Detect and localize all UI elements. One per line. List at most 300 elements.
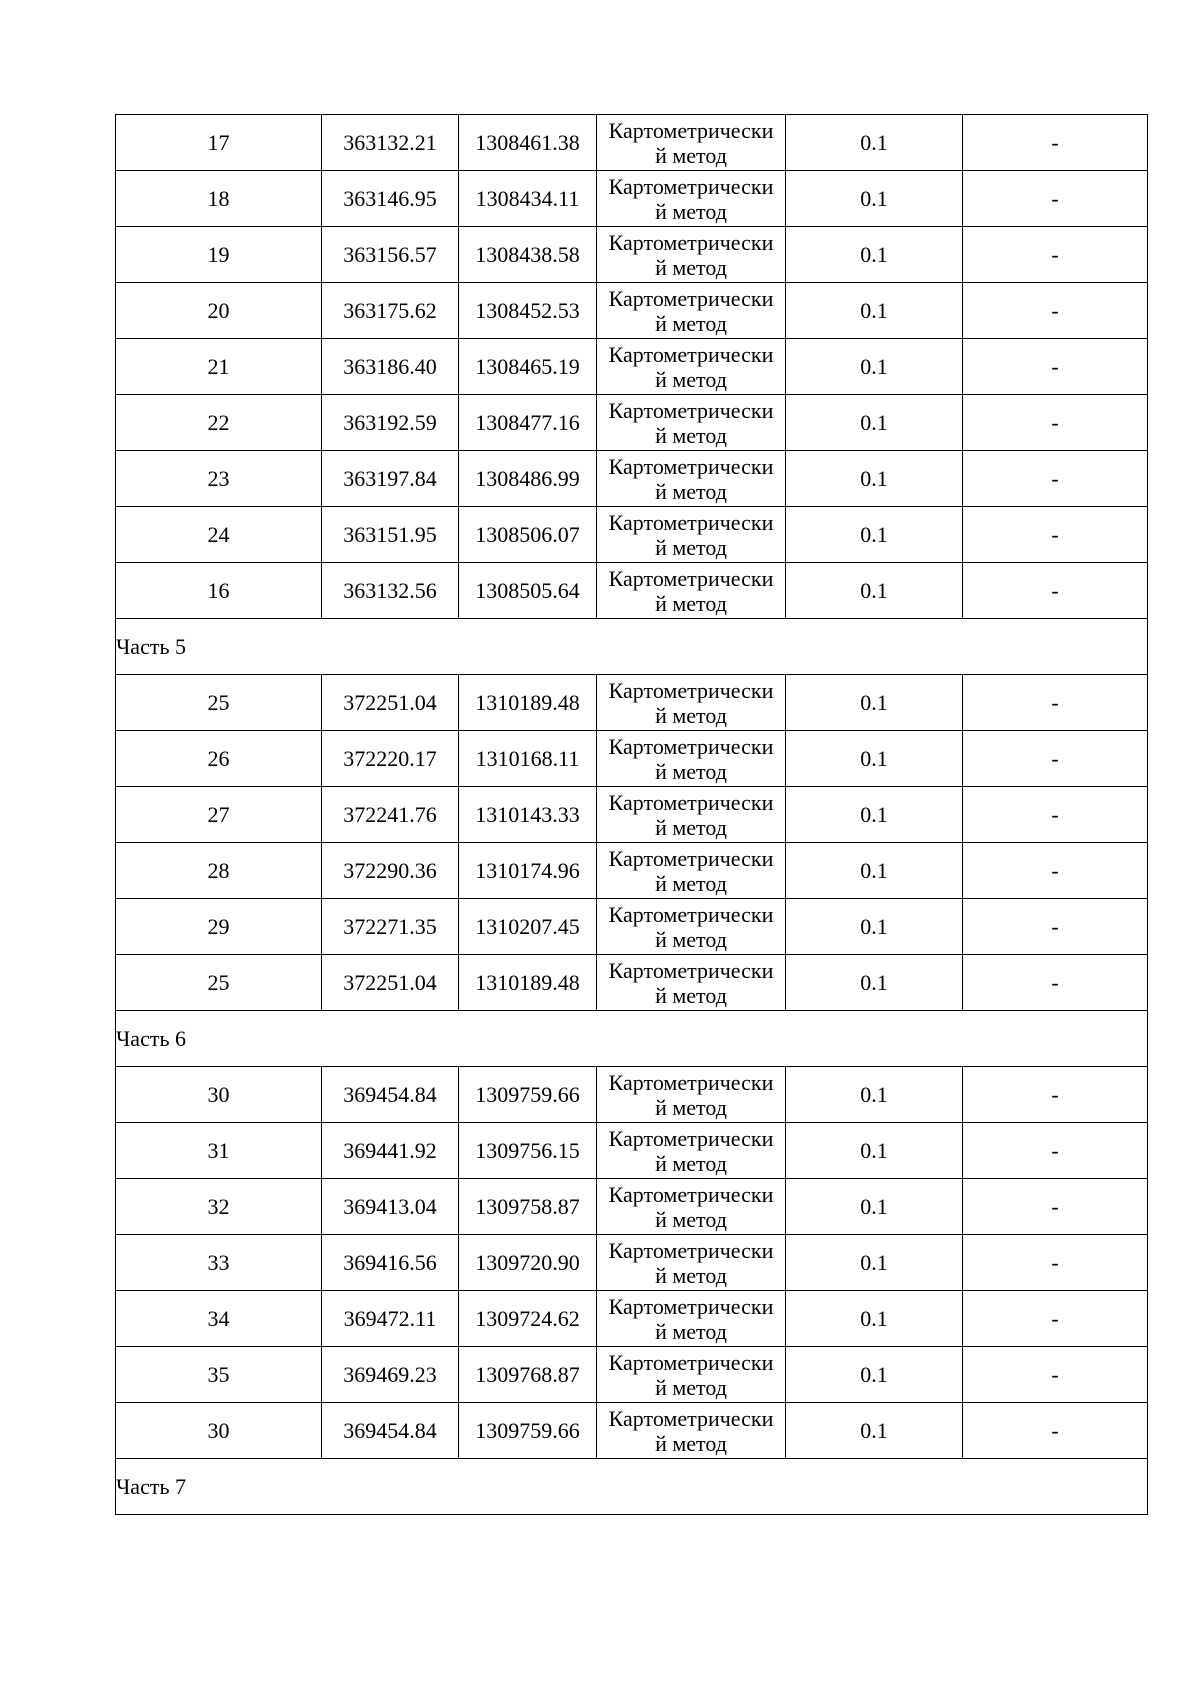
y-coordinate-cell bbox=[459, 115, 597, 171]
y-coordinate-cell bbox=[459, 283, 597, 339]
note-cell bbox=[963, 1291, 1148, 1347]
table-row bbox=[116, 1403, 1148, 1459]
accuracy-cell bbox=[786, 283, 963, 339]
table-row bbox=[116, 1235, 1148, 1291]
accuracy-cell bbox=[786, 787, 963, 843]
note-value: - bbox=[1051, 1137, 1059, 1163]
y-coordinate-cell bbox=[459, 395, 597, 451]
point-number: 23 bbox=[207, 465, 230, 491]
method-cell bbox=[597, 731, 786, 787]
x-coordinate-cell bbox=[322, 1067, 459, 1123]
x-coordinate: 372251.04 bbox=[343, 689, 437, 715]
method-line-2: й метод bbox=[655, 535, 727, 560]
table-row bbox=[116, 787, 1148, 843]
table-row bbox=[116, 1123, 1148, 1179]
accuracy-value: 0.1 bbox=[860, 1361, 888, 1387]
y-coordinate-cell bbox=[459, 1179, 597, 1235]
note-value: - bbox=[1051, 1361, 1059, 1387]
table-row bbox=[116, 1067, 1148, 1123]
y-coordinate-cell bbox=[459, 787, 597, 843]
point-number: 33 bbox=[207, 1249, 230, 1275]
table-row bbox=[116, 731, 1148, 787]
accuracy-value: 0.1 bbox=[860, 409, 888, 435]
x-coordinate: 369472.11 bbox=[343, 1305, 437, 1331]
section-cell bbox=[116, 1459, 1148, 1515]
y-coordinate: 1308477.16 bbox=[475, 409, 580, 435]
y-coordinate: 1308438.58 bbox=[475, 241, 580, 267]
note-cell bbox=[963, 507, 1148, 563]
point-number-cell bbox=[116, 283, 322, 339]
y-coordinate: 1309768.87 bbox=[475, 1361, 580, 1387]
method-line-2: й метод bbox=[655, 143, 727, 168]
point-number: 20 bbox=[207, 297, 230, 323]
section-row bbox=[116, 619, 1148, 675]
y-coordinate: 1308434.11 bbox=[475, 185, 580, 211]
note-value: - bbox=[1051, 1081, 1059, 1107]
section-cell bbox=[116, 1011, 1148, 1067]
point-number: 26 bbox=[207, 745, 230, 771]
note-value: - bbox=[1051, 745, 1059, 771]
point-number-cell bbox=[116, 171, 322, 227]
method-cell bbox=[597, 1067, 786, 1123]
accuracy-cell bbox=[786, 563, 963, 619]
point-number-cell bbox=[116, 395, 322, 451]
method-line-2: й метод bbox=[655, 311, 727, 336]
y-coordinate: 1309756.15 bbox=[475, 1137, 580, 1163]
method-line-1: Картометрически bbox=[608, 734, 774, 759]
accuracy-cell bbox=[786, 1179, 963, 1235]
y-coordinate: 1309759.66 bbox=[475, 1417, 580, 1443]
section-cell bbox=[116, 619, 1148, 675]
x-coordinate-cell bbox=[322, 1403, 459, 1459]
x-coordinate-cell bbox=[322, 675, 459, 731]
point-number: 19 bbox=[207, 241, 230, 267]
accuracy-cell bbox=[786, 395, 963, 451]
table-row bbox=[116, 1179, 1148, 1235]
accuracy-cell bbox=[786, 675, 963, 731]
method-line-1: Картометрически bbox=[608, 510, 774, 535]
accuracy-cell bbox=[786, 955, 963, 1011]
note-cell bbox=[963, 283, 1148, 339]
accuracy-cell bbox=[786, 451, 963, 507]
accuracy-value: 0.1 bbox=[860, 353, 888, 379]
x-coordinate: 363156.57 bbox=[343, 241, 437, 267]
x-coordinate: 372271.35 bbox=[343, 913, 437, 939]
point-number-cell bbox=[116, 1067, 322, 1123]
note-value: - bbox=[1051, 129, 1059, 155]
x-coordinate-cell bbox=[322, 899, 459, 955]
y-coordinate-cell bbox=[459, 1291, 597, 1347]
x-coordinate: 363132.21 bbox=[343, 129, 437, 155]
x-coordinate-cell bbox=[322, 955, 459, 1011]
method-line-1: Картометрически bbox=[608, 342, 774, 367]
accuracy-value: 0.1 bbox=[860, 857, 888, 883]
note-cell bbox=[963, 451, 1148, 507]
point-number-cell bbox=[116, 1291, 322, 1347]
accuracy-value: 0.1 bbox=[860, 297, 888, 323]
x-coordinate: 369454.84 bbox=[343, 1081, 437, 1107]
table-row bbox=[116, 451, 1148, 507]
note-value: - bbox=[1051, 1249, 1059, 1275]
accuracy-cell bbox=[786, 115, 963, 171]
note-value: - bbox=[1051, 241, 1059, 267]
y-coordinate: 1308452.53 bbox=[475, 297, 580, 323]
method-line-2: й метод bbox=[655, 255, 727, 280]
method-line-1: Картометрически bbox=[608, 1406, 774, 1431]
x-coordinate: 372290.36 bbox=[343, 857, 437, 883]
y-coordinate-cell bbox=[459, 955, 597, 1011]
x-coordinate-cell bbox=[322, 1291, 459, 1347]
accuracy-value: 0.1 bbox=[860, 577, 888, 603]
point-number: 29 bbox=[207, 913, 230, 939]
x-coordinate-cell bbox=[322, 731, 459, 787]
method-line-1: Картометрически bbox=[608, 1350, 774, 1375]
note-cell bbox=[963, 227, 1148, 283]
method-cell bbox=[597, 171, 786, 227]
point-number-cell bbox=[116, 451, 322, 507]
method-cell bbox=[597, 899, 786, 955]
x-coordinate-cell bbox=[322, 395, 459, 451]
note-value: - bbox=[1051, 801, 1059, 827]
method-line-1: Картометрически bbox=[608, 958, 774, 983]
y-coordinate-cell bbox=[459, 1403, 597, 1459]
accuracy-cell bbox=[786, 843, 963, 899]
accuracy-value: 0.1 bbox=[860, 465, 888, 491]
point-number-cell bbox=[116, 899, 322, 955]
method-cell bbox=[597, 675, 786, 731]
x-coordinate: 363192.59 bbox=[343, 409, 437, 435]
accuracy-value: 0.1 bbox=[860, 969, 888, 995]
note-value: - bbox=[1051, 465, 1059, 491]
note-cell bbox=[963, 955, 1148, 1011]
note-cell bbox=[963, 1235, 1148, 1291]
x-coordinate: 369416.56 bbox=[343, 1249, 437, 1275]
point-number-cell bbox=[116, 115, 322, 171]
note-value: - bbox=[1051, 1193, 1059, 1219]
point-number-cell bbox=[116, 1123, 322, 1179]
method-line-2: й метод bbox=[655, 927, 727, 952]
y-coordinate: 1309759.66 bbox=[475, 1081, 580, 1107]
accuracy-cell bbox=[786, 731, 963, 787]
y-coordinate: 1310174.96 bbox=[475, 857, 580, 883]
method-cell bbox=[597, 1291, 786, 1347]
accuracy-value: 0.1 bbox=[860, 1081, 888, 1107]
note-value: - bbox=[1051, 185, 1059, 211]
x-coordinate-cell bbox=[322, 115, 459, 171]
y-coordinate-cell bbox=[459, 1123, 597, 1179]
table-row bbox=[116, 339, 1148, 395]
note-cell bbox=[963, 1347, 1148, 1403]
point-number: 24 bbox=[207, 521, 230, 547]
note-cell bbox=[963, 563, 1148, 619]
point-number: 34 bbox=[207, 1305, 230, 1331]
method-cell bbox=[597, 283, 786, 339]
point-number: 22 bbox=[207, 409, 230, 435]
y-coordinate-cell bbox=[459, 507, 597, 563]
y-coordinate-cell bbox=[459, 339, 597, 395]
x-coordinate-cell bbox=[322, 843, 459, 899]
table-row bbox=[116, 507, 1148, 563]
method-line-1: Картометрически bbox=[608, 566, 774, 591]
table-row bbox=[116, 227, 1148, 283]
section-label: Часть 5 bbox=[116, 633, 186, 659]
method-line-2: й метод bbox=[655, 1207, 727, 1232]
method-line-2: й метод bbox=[655, 1319, 727, 1344]
accuracy-cell bbox=[786, 227, 963, 283]
method-line-1: Картометрически bbox=[608, 678, 774, 703]
method-line-1: Картометрически bbox=[608, 1238, 774, 1263]
y-coordinate: 1310168.11 bbox=[475, 745, 580, 771]
x-coordinate-cell bbox=[322, 787, 459, 843]
x-coordinate: 363151.95 bbox=[343, 521, 437, 547]
accuracy-value: 0.1 bbox=[860, 745, 888, 771]
x-coordinate: 363132.56 bbox=[343, 577, 437, 603]
accuracy-cell bbox=[786, 1067, 963, 1123]
point-number: 25 bbox=[207, 689, 230, 715]
note-value: - bbox=[1051, 913, 1059, 939]
accuracy-cell bbox=[786, 899, 963, 955]
table-row bbox=[116, 1291, 1148, 1347]
method-cell bbox=[597, 507, 786, 563]
point-number-cell bbox=[116, 955, 322, 1011]
method-cell bbox=[597, 339, 786, 395]
point-number: 16 bbox=[207, 577, 230, 603]
y-coordinate: 1308461.38 bbox=[475, 129, 580, 155]
point-number: 30 bbox=[207, 1081, 230, 1107]
method-line-2: й метод bbox=[655, 199, 727, 224]
note-value: - bbox=[1051, 577, 1059, 603]
table-row bbox=[116, 171, 1148, 227]
method-line-1: Картометрически bbox=[608, 846, 774, 871]
point-number: 17 bbox=[207, 129, 230, 155]
method-line-1: Картометрически bbox=[608, 174, 774, 199]
method-cell bbox=[597, 563, 786, 619]
point-number-cell bbox=[116, 731, 322, 787]
accuracy-value: 0.1 bbox=[860, 521, 888, 547]
x-coordinate: 372220.17 bbox=[343, 745, 437, 771]
y-coordinate: 1308486.99 bbox=[475, 465, 580, 491]
accuracy-value: 0.1 bbox=[860, 801, 888, 827]
point-number: 28 bbox=[207, 857, 230, 883]
method-line-2: й метод bbox=[655, 1375, 727, 1400]
y-coordinate: 1308506.07 bbox=[475, 521, 580, 547]
point-number: 27 bbox=[207, 801, 230, 827]
note-value: - bbox=[1051, 1417, 1059, 1443]
note-cell bbox=[963, 1179, 1148, 1235]
y-coordinate: 1310189.48 bbox=[475, 689, 580, 715]
section-label: Часть 6 bbox=[116, 1025, 186, 1051]
method-line-2: й метод bbox=[655, 591, 727, 616]
accuracy-value: 0.1 bbox=[860, 1137, 888, 1163]
accuracy-value: 0.1 bbox=[860, 689, 888, 715]
accuracy-value: 0.1 bbox=[860, 1249, 888, 1275]
method-line-2: й метод bbox=[655, 1095, 727, 1120]
y-coordinate-cell bbox=[459, 1235, 597, 1291]
point-number: 21 bbox=[207, 353, 230, 379]
table-row bbox=[116, 1347, 1148, 1403]
method-cell bbox=[597, 1403, 786, 1459]
x-coordinate-cell bbox=[322, 507, 459, 563]
x-coordinate: 372241.76 bbox=[343, 801, 437, 827]
point-number: 30 bbox=[207, 1417, 230, 1443]
note-cell bbox=[963, 731, 1148, 787]
x-coordinate: 372251.04 bbox=[343, 969, 437, 995]
method-line-2: й метод bbox=[655, 703, 727, 728]
method-cell bbox=[597, 227, 786, 283]
y-coordinate: 1308505.64 bbox=[475, 577, 580, 603]
accuracy-value: 0.1 bbox=[860, 185, 888, 211]
point-number-cell bbox=[116, 563, 322, 619]
method-line-2: й метод bbox=[655, 1263, 727, 1288]
method-line-1: Картометрически bbox=[608, 790, 774, 815]
accuracy-value: 0.1 bbox=[860, 241, 888, 267]
point-number-cell bbox=[116, 1403, 322, 1459]
method-line-2: й метод bbox=[655, 759, 727, 784]
point-number-cell bbox=[116, 843, 322, 899]
x-coordinate-cell bbox=[322, 1123, 459, 1179]
y-coordinate: 1309724.62 bbox=[475, 1305, 580, 1331]
accuracy-cell bbox=[786, 339, 963, 395]
method-line-1: Картометрически bbox=[608, 454, 774, 479]
method-line-1: Картометрически bbox=[608, 118, 774, 143]
section-row bbox=[116, 1011, 1148, 1067]
method-line-1: Картометрически bbox=[608, 1070, 774, 1095]
method-cell bbox=[597, 843, 786, 899]
table-row bbox=[116, 843, 1148, 899]
method-line-2: й метод bbox=[655, 815, 727, 840]
point-number-cell bbox=[116, 1179, 322, 1235]
x-coordinate-cell bbox=[322, 227, 459, 283]
method-line-1: Картометрически bbox=[608, 902, 774, 927]
accuracy-value: 0.1 bbox=[860, 1305, 888, 1331]
method-line-2: й метод bbox=[655, 367, 727, 392]
coordinates-table-body bbox=[116, 115, 1148, 1515]
y-coordinate-cell bbox=[459, 451, 597, 507]
note-cell bbox=[963, 339, 1148, 395]
x-coordinate: 369469.23 bbox=[343, 1361, 437, 1387]
y-coordinate-cell bbox=[459, 731, 597, 787]
accuracy-value: 0.1 bbox=[860, 129, 888, 155]
method-line-1: Картометрически bbox=[608, 1182, 774, 1207]
note-cell bbox=[963, 1123, 1148, 1179]
note-value: - bbox=[1051, 857, 1059, 883]
table-row bbox=[116, 115, 1148, 171]
note-value: - bbox=[1051, 353, 1059, 379]
method-cell bbox=[597, 787, 786, 843]
y-coordinate: 1309720.90 bbox=[475, 1249, 580, 1275]
point-number: 18 bbox=[207, 185, 230, 211]
method-line-2: й метод bbox=[655, 983, 727, 1008]
y-coordinate: 1310143.33 bbox=[475, 801, 580, 827]
y-coordinate-cell bbox=[459, 1067, 597, 1123]
accuracy-value: 0.1 bbox=[860, 1193, 888, 1219]
x-coordinate-cell bbox=[322, 339, 459, 395]
note-value: - bbox=[1051, 969, 1059, 995]
x-coordinate-cell bbox=[322, 1235, 459, 1291]
point-number-cell bbox=[116, 787, 322, 843]
x-coordinate: 369454.84 bbox=[343, 1417, 437, 1443]
accuracy-cell bbox=[786, 1291, 963, 1347]
note-cell bbox=[963, 115, 1148, 171]
note-value: - bbox=[1051, 1305, 1059, 1331]
note-cell bbox=[963, 395, 1148, 451]
x-coordinate: 363146.95 bbox=[343, 185, 437, 211]
point-number-cell bbox=[116, 507, 322, 563]
note-cell bbox=[963, 843, 1148, 899]
x-coordinate-cell bbox=[322, 563, 459, 619]
table-row bbox=[116, 395, 1148, 451]
method-line-2: й метод bbox=[655, 423, 727, 448]
accuracy-value: 0.1 bbox=[860, 913, 888, 939]
point-number-cell bbox=[116, 675, 322, 731]
y-coordinate-cell bbox=[459, 227, 597, 283]
accuracy-value: 0.1 bbox=[860, 1417, 888, 1443]
point-number: 35 bbox=[207, 1361, 230, 1387]
note-value: - bbox=[1051, 297, 1059, 323]
y-coordinate-cell bbox=[459, 1347, 597, 1403]
x-coordinate-cell bbox=[322, 1179, 459, 1235]
accuracy-cell bbox=[786, 507, 963, 563]
y-coordinate-cell bbox=[459, 563, 597, 619]
table-row bbox=[116, 563, 1148, 619]
section-label: Часть 7 bbox=[116, 1473, 186, 1499]
method-cell bbox=[597, 955, 786, 1011]
y-coordinate-cell bbox=[459, 171, 597, 227]
x-coordinate-cell bbox=[322, 171, 459, 227]
method-cell bbox=[597, 115, 786, 171]
accuracy-cell bbox=[786, 1403, 963, 1459]
note-value: - bbox=[1051, 521, 1059, 547]
method-line-1: Картометрически bbox=[608, 1294, 774, 1319]
x-coordinate: 369413.04 bbox=[343, 1193, 437, 1219]
table-row bbox=[116, 283, 1148, 339]
method-cell bbox=[597, 1235, 786, 1291]
note-cell bbox=[963, 675, 1148, 731]
x-coordinate: 363197.84 bbox=[343, 465, 437, 491]
table-row bbox=[116, 955, 1148, 1011]
method-line-1: Картометрически bbox=[608, 1126, 774, 1151]
accuracy-cell bbox=[786, 1235, 963, 1291]
note-cell bbox=[963, 1403, 1148, 1459]
note-value: - bbox=[1051, 409, 1059, 435]
y-coordinate: 1310207.45 bbox=[475, 913, 580, 939]
point-number: 32 bbox=[207, 1193, 230, 1219]
x-coordinate-cell bbox=[322, 283, 459, 339]
method-line-2: й метод bbox=[655, 1431, 727, 1456]
method-cell bbox=[597, 1179, 786, 1235]
note-cell bbox=[963, 1067, 1148, 1123]
point-number-cell bbox=[116, 1235, 322, 1291]
method-line-1: Картометрически bbox=[608, 230, 774, 255]
point-number-cell bbox=[116, 1347, 322, 1403]
y-coordinate-cell bbox=[459, 843, 597, 899]
x-coordinate-cell bbox=[322, 451, 459, 507]
accuracy-cell bbox=[786, 1123, 963, 1179]
note-cell bbox=[963, 171, 1148, 227]
y-coordinate: 1308465.19 bbox=[475, 353, 580, 379]
point-number-cell bbox=[116, 227, 322, 283]
method-line-1: Картометрически bbox=[608, 286, 774, 311]
method-line-2: й метод bbox=[655, 1151, 727, 1176]
note-cell bbox=[963, 899, 1148, 955]
method-line-1: Картометрически bbox=[608, 398, 774, 423]
y-coordinate: 1310189.48 bbox=[475, 969, 580, 995]
point-number: 31 bbox=[207, 1137, 230, 1163]
note-cell bbox=[963, 787, 1148, 843]
method-cell bbox=[597, 451, 786, 507]
accuracy-cell bbox=[786, 1347, 963, 1403]
y-coordinate-cell bbox=[459, 675, 597, 731]
